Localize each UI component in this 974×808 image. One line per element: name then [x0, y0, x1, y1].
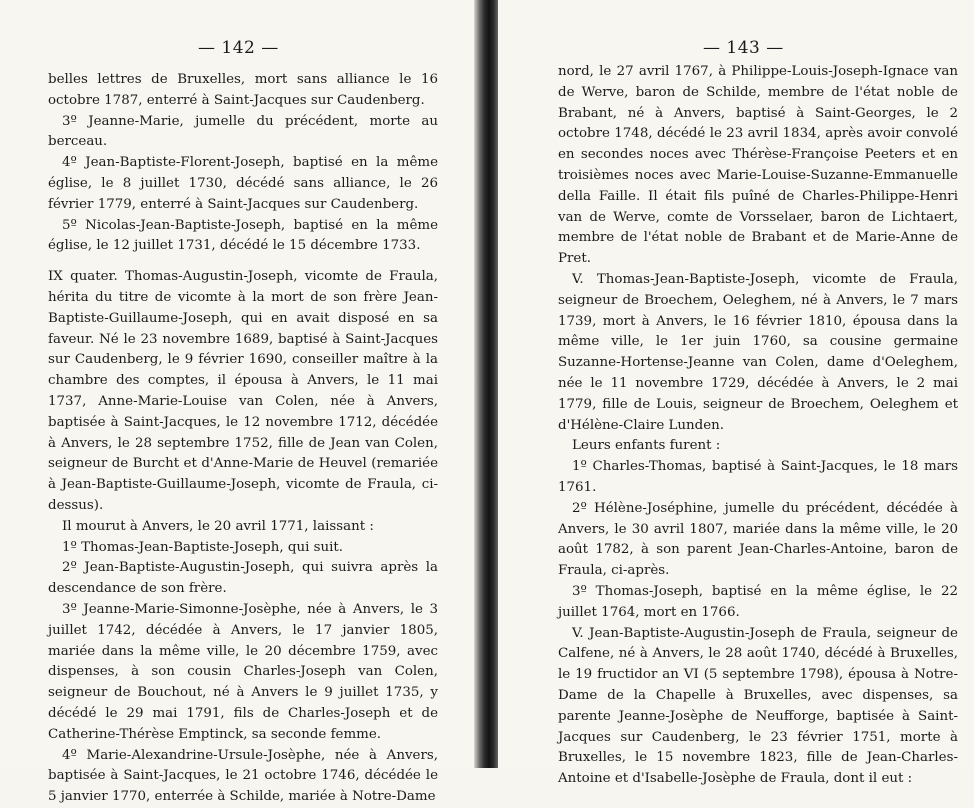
entry-heading-paragraph: IX quater. Thomas-Augustin-Joseph, vicomte de Fraula, hérita du titre de vicomte à la mort de son frère Jean-Baptiste-Guillaume-Joseph, qui en avait disposé en sa faveur. Né le 23 novembre 1689, baptisé à Saint-Jacques sur Caudenberg, le 9 février 1690, conseiller maître à la chambre des comptes, il épousa à Anvers, le 11 mai 1737, Anne-Marie-Louise van Colen, née à Anvers, baptisée à Saint-Jacques, le 12 novembre 1712, décédée à Anvers, le 28 septembre 1752, fille de Jean van Colen, seigneur de Burcht et d'Anne-Marie de Heuvel (remariée à Jean-Baptiste-Guillaume-Joseph, vicomte de Fraula, ci-dessus).	[48, 269, 438, 513]
paragraph: 1º Charles-Thomas, baptisé à Saint-Jacques, le 18 mars 1761.	[558, 459, 958, 495]
paragraph: 3º Jeanne-Marie-Simonne-Josèphe, née à Anvers, le 3 juillet 1742, décédée à Anvers, le 17 janvier 1805, mariée dans la même ville, le 20 décembre 1759, avec dispenses, à son cousin Charles-Joseph van Colen, seigneur de Bouchout, né à Anvers le 9 juillet 1735, y décédé le 29 mai 1791, fils de Charles-Joseph et de Catherine-Thérèse Emptinck, sa seconde femme.	[48, 601, 438, 742]
left-page-body	[48, 70, 438, 808]
right-page	[498, 0, 974, 787]
paragraph: 4º Jean-Baptiste-Florent-Joseph, baptisé en la même église, le 8 juillet 1730, décédé sans alliance, le 26 février 1779, enterré à Saint-Jacques sur Caudenberg.	[48, 155, 438, 212]
paragraph: 3º Thomas-Joseph, baptisé en la même église, le 22 juillet 1764, mort en 1766.	[558, 583, 958, 620]
paragraph: belles lettres de Bruxelles, mort sans alliance le 16 octobre 1787, enterré à Saint-Jacques sur Caudenberg.	[48, 72, 438, 108]
paragraph: V. Jean-Baptiste-Augustin-Joseph de Fraula, seigneur de Calfene, né à Anvers, le 28 août 1740, décédé à Bruxelles, le 19 fructidor an VI (5 septembre 1798), épousa à Notre-Dame de la Chapelle à Bruxelles, avec dispenses, sa parente Jeanne-Josèphe de Neufforge, baptisée à Saint-Jacques sur Caudenberg, le 23 février 1751, morte à Bruxelles, le 15 novembre 1823, fille de Jean-Charles-Antoine et d'Isabelle-Josèphe de Fraula, dont il eut :	[558, 625, 958, 787]
paragraph: 5º Nicolas-Jean-Baptiste-Joseph, baptisé en la même église, le 12 juillet 1731, décédé le 15 décembre 1733.	[48, 217, 438, 254]
left-page	[0, 0, 478, 805]
paragraph: 2º Hélène-Joséphine, jumelle du précédent, décédée à Anvers, le 30 avril 1807, mariée dans la même ville, le 20 août 1782, à son parent Jean-Charles-Antoine, baron de Fraula, ci-après.	[558, 500, 958, 579]
right-page-number: — 143 —	[703, 38, 784, 58]
paragraph: 4º Marie-Alexandrine-Ursule-Josèphe, née à Anvers, baptisée à Saint-Jacques, le 21 octobre 1746, décédée le 5 janvier 1770, enterrée à Schilde, mariée à Notre-Dame	[48, 747, 438, 805]
paragraph: 3º Jeanne-Marie, jumelle du précédent, morte au berceau.	[48, 113, 438, 150]
right-page-body	[558, 62, 958, 790]
paragraph: nord, le 27 avril 1767, à Philippe-Louis-Joseph-Ignace van de Werve, baron de Schilde, membre de l'état noble de Brabant, né à Anvers, baptisé à Saint-Georges, le 2 octobre 1748, décédé le 23 avril 1834, après avoir convolé en secondes noces avec Thérèse-Françoise Peeters et en troisièmes noces avec Marie-Louise-Suzanne-Emmanuelle della Faille. Il était fils puîné de Charles-Philippe-Henri van de Werve, comte de Vorsselaer, baron de Lichtaert, membre de l'état noble de Brabant et de Marie-Anne de Pret.	[558, 64, 958, 267]
paragraph: 1º Thomas-Jean-Baptiste-Joseph, qui suit.	[62, 539, 344, 555]
paragraph: Il mourut à Anvers, le 20 avril 1771, laissant :	[62, 518, 374, 534]
paragraph: V. Thomas-Jean-Baptiste-Joseph, vicomte de Fraula, seigneur de Broechem, Oeleghem, né à Anvers, le 7 mars 1739, mort à Anvers, le 16 février 1810, épousa dans la même ville, le 1er juin 1760, sa cousine germaine Suzanne-Hortense-Jeanne van Colen, dame d'Oeleghem, née le 11 novembre 1729, décédée à Anvers, le 2 mai 1779, fille de Louis, seigneur de Broechem, Oeleghem et d'Hélène-Claire Lunden.	[558, 271, 958, 433]
paragraph: 2º Jean-Baptiste-Augustin-Joseph, qui suivra après la descendance de son frère.	[48, 560, 438, 597]
paragraph: Leurs enfants furent :	[572, 438, 721, 454]
left-page-number: — 142 —	[198, 38, 279, 58]
